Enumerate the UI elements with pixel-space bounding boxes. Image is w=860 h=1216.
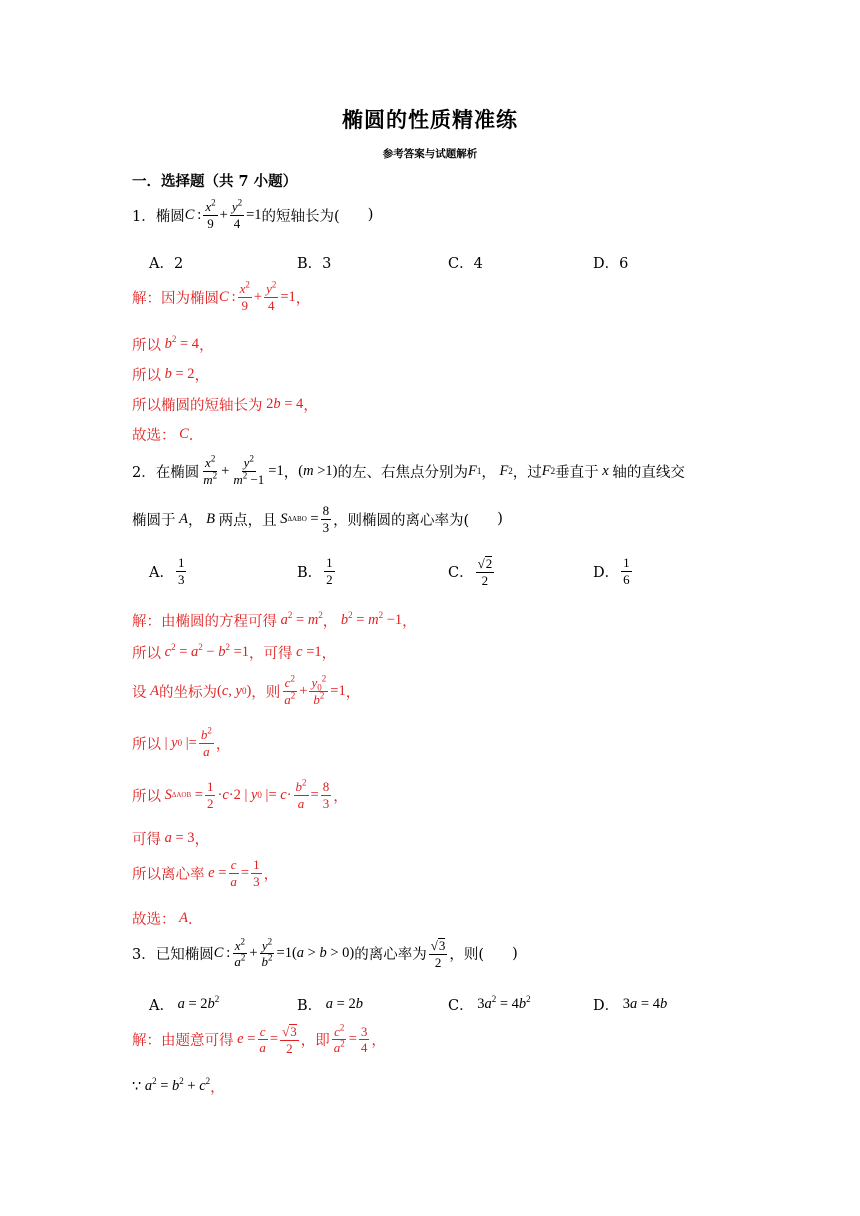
q3-solution-line1: 解：由题意可得 e = $\frac{c}{a}$ = $\frac{√3}{2}$ ，即 $\frac{c^2}{a^2}$ = $\frac{3}{4}$ ， [132, 1022, 386, 1056]
q2-option-c: C． $\frac{√2}{2}$ [448, 556, 493, 588]
q1-solution-line3: 所以 b = 2 ， [132, 366, 210, 384]
q2-solution-line5: 所以 S ΔAOB = $\frac{1}{2}$ · c ·2 | y 0 |= c · $\frac{b^2}{a}$ = $\frac{8}{3}$ ， [132, 777, 348, 811]
question-3: 3． 已知椭圆 C : $\frac{x^2}{a^2}$ + $\frac{y^2}{b^2}$ =1( a > b > 0) 的离心率为 $\frac{√3}{2}$ ，则( ) [132, 936, 518, 970]
q3-solution-line2: ∵ $a^2$ = $b^2$ + $c^2$ ， [132, 1076, 225, 1096]
q1-frac-y: $\frac{y^2}{4}$ [231, 197, 243, 231]
document-title: 椭圆的性质精准练 [342, 107, 518, 132]
q1-solution-line5: 故选： C ． [132, 426, 204, 444]
q3-option-c: C． 3 $a^2$ = 4 $b^2$ [448, 994, 531, 1014]
q2-solution-line8: 故选： A ． [132, 910, 203, 928]
q2-solution-line6: 可得 a = 3 ， [132, 830, 210, 848]
q2-solution-line4: 所以 | y 0 |= $\frac{b^2}{a}$ ， [132, 725, 231, 759]
q1-number: 1． [132, 208, 156, 225]
q1-text-pre: 椭圆 [155, 208, 185, 225]
q2-option-d: D． $\frac{1}{6}$ [593, 555, 630, 587]
q2-solution-line2: 所以 $c^2$ = $a^2$ − $b^2$ =1 ，可得 c =1 ， [132, 642, 337, 662]
q1-option-a: A．2 [149, 256, 184, 272]
q1-text-post: 的短轴长为( [261, 208, 340, 225]
q2-solution-line1: 解：由椭圆的方程可得 $a^2$ = $m^2$ ， $b^2$ = $m^2$ −1 ， [132, 610, 417, 630]
section-heading: 一．选择题（共 7 小题） [132, 173, 298, 190]
q1-option-b: B．3 [297, 256, 332, 272]
q1-option-d: D．6 [593, 256, 629, 272]
q2-solution-line3: 设 A 的坐标为 ( c , y 0 ) ，则 $\frac{c^2}{a^2}$ + $\frac{y_0^2}{b^2}$ =1 ， [132, 673, 361, 707]
q1-solution-line4: 所以椭圆的短轴长为 2 b = 4 ， [132, 396, 318, 414]
q1-frac-x: $\frac{x^2}{9}$ [205, 197, 216, 231]
q1-solution-line2: 所以 $b^2$ = 4 ， [132, 334, 214, 354]
q2-option-a: A． $\frac{1}{3}$ [149, 555, 185, 587]
question-2-line2: 椭圆于 A ， B 两点，且 S ΔABO = $\frac{8}{3}$ ，则椭圆的离心率为( ) [132, 503, 503, 535]
q1-solution-line1: 解：因为椭圆 C : $\frac{x^2}{9}$ + $\frac{y^2}{4}$ =1 ， [132, 279, 311, 313]
question-2: 2． 在椭圆 $\frac{x^2}{m^2}$ + $\frac{y^2}{m^2 -1}$ =1 ， ( m >1) 的左、右焦点分别为 F 1 ， F 2 ，过 F 2 垂直于 x 轴的直线交 [132, 453, 685, 487]
q2-option-b: B． $\frac{1}{2}$ [297, 555, 333, 587]
q3-option-d: D． 3 a = 4 b [593, 996, 668, 1014]
q2-solution-line7: 所以离心率 e = $\frac{c}{a}$ = $\frac{1}{3}$ ， [132, 857, 279, 889]
q1-formula: C [184, 206, 195, 223]
document-subtitle: 参考答案与试题解析 [382, 148, 478, 160]
q1-option-c: C．4 [448, 256, 483, 272]
q3-option-b: B． a = 2 b [297, 996, 363, 1014]
q3-option-a: A． a = 2 $b^2$ [149, 994, 220, 1014]
question-1: 1． 椭圆 C : $\frac{x^2}{9}$ + $\frac{y^2}{4}$ =1 的短轴长为( ) [132, 197, 374, 231]
